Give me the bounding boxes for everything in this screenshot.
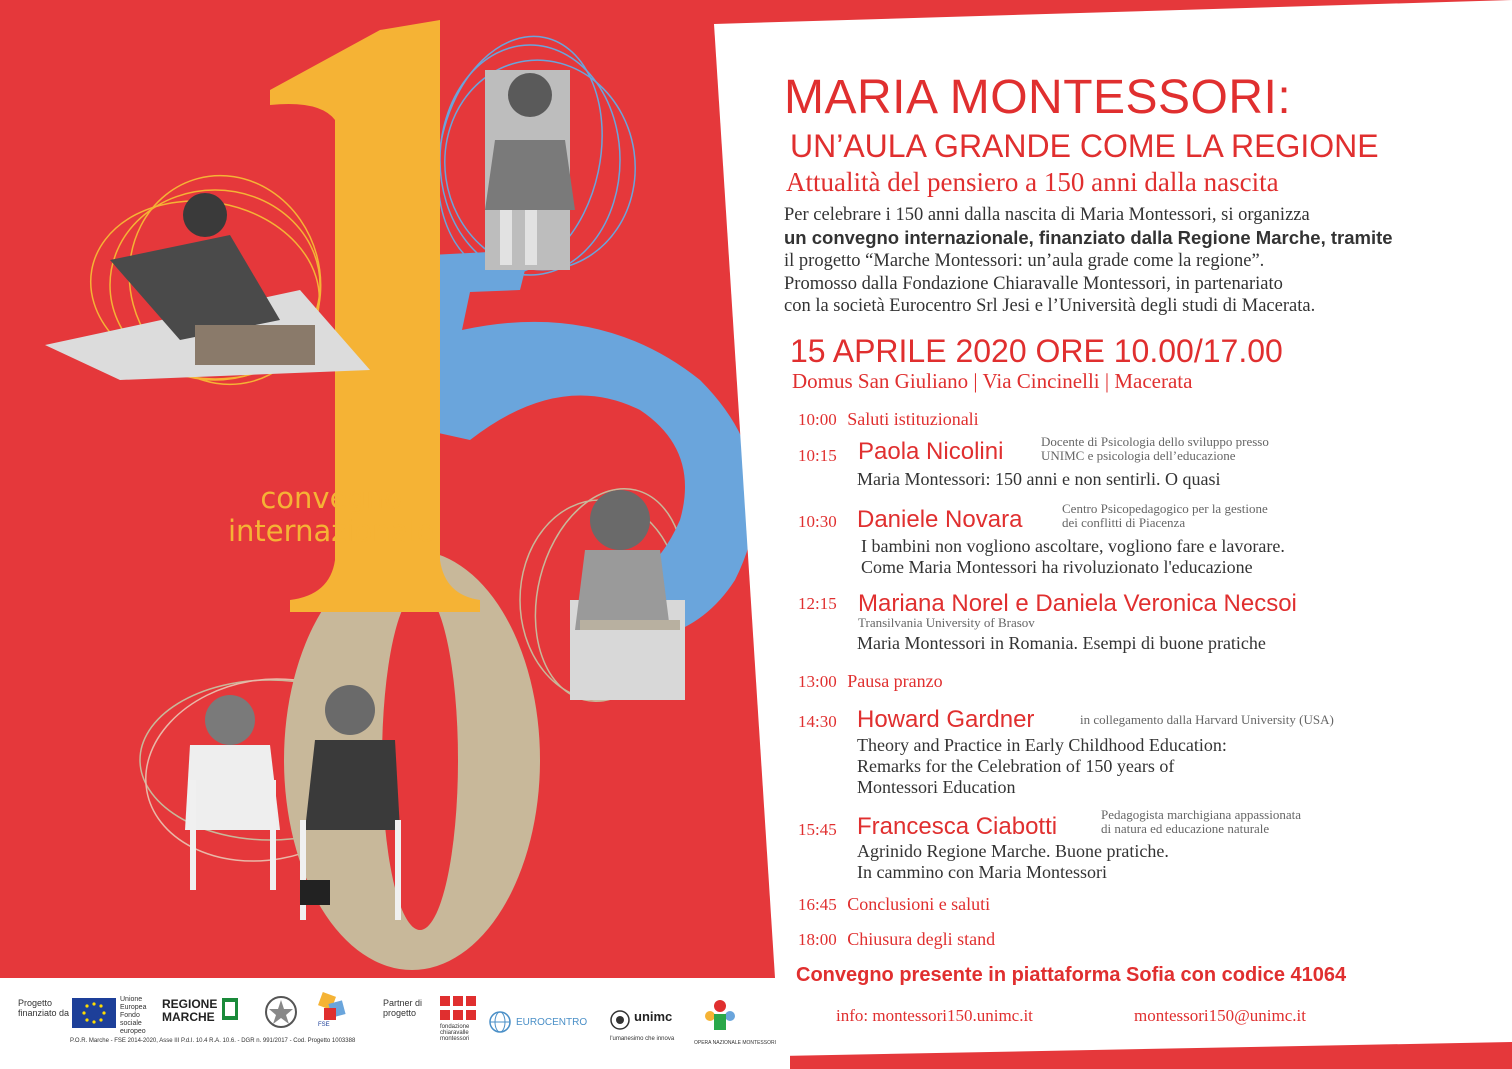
speaker-role: Transilvania University of Brasov bbox=[858, 615, 1035, 630]
role-line: di natura ed educazione naturale bbox=[1101, 821, 1270, 836]
unimc-sub: l'umanesimo che innova bbox=[610, 1036, 675, 1042]
eurocentro-label: EUROCENTRO bbox=[516, 1017, 588, 1028]
hidden-digits bbox=[0, 0, 2, 1]
item-time: 16:45 bbox=[798, 895, 837, 914]
unimc-seal-icon bbox=[610, 1010, 630, 1030]
eu-line: europeo bbox=[120, 1028, 146, 1035]
speaker-name: Paola Nicolini bbox=[858, 438, 1004, 465]
item-time: 15:45 bbox=[798, 820, 837, 839]
talk-title: Maria Montessori: 150 anni e non sentirli. O quasi bbox=[857, 469, 1221, 489]
intro-line: Per celebrare i 150 anni dalla nascita di Maria Montessori, si organizza bbox=[784, 205, 1310, 225]
italian-emblem-icon bbox=[265, 994, 297, 1030]
talk-title bbox=[857, 735, 1227, 798]
program-item bbox=[798, 929, 995, 950]
convegno-line1: convegno bbox=[260, 481, 402, 515]
page-subtitle: UN’AULA GRANDE COME LA REGIONE bbox=[790, 128, 1379, 164]
digit-0-text bbox=[2, 0, 3, 1]
eu-line: Europea bbox=[120, 1004, 147, 1011]
eurocentro-globe-icon bbox=[488, 1010, 512, 1034]
talk-line: Come Maria Montessori ha rivoluzionato l'educazione bbox=[861, 557, 1253, 577]
role-line: Docente di Psicologia dello sviluppo presso bbox=[1041, 434, 1269, 449]
convegno-line2: internazionale bbox=[228, 514, 435, 548]
eu-flag-icon bbox=[72, 998, 116, 1028]
regione-line: MARCHE bbox=[162, 1010, 215, 1024]
intro-line: il progetto “Marche Montessori: un’aula grade come la regione”. bbox=[784, 251, 1265, 271]
item-label: Conclusioni e saluti bbox=[847, 894, 991, 914]
talk-title bbox=[861, 536, 1285, 578]
speaker-role bbox=[1041, 435, 1269, 463]
regione-line: REGIONE bbox=[162, 997, 218, 1011]
funded-line: finanziato da bbox=[18, 1008, 70, 1018]
talk-line: Montessori Education bbox=[857, 777, 1016, 797]
speaker-name: Daniele Novara bbox=[857, 506, 1023, 533]
program-item bbox=[798, 894, 990, 915]
partner-line: progetto bbox=[383, 1008, 417, 1018]
page-title: MARIA MONTESSORI: bbox=[784, 71, 1292, 124]
talk-line: Remarks for the Celebration of 150 years of bbox=[857, 756, 1175, 776]
speaker-role: in collegamento dalla Harvard University (USA) bbox=[1080, 712, 1334, 727]
fondazione-line: chiaravalle bbox=[440, 1030, 469, 1036]
intro-line-bold: un convegno internazionale, finanziato dalla Regione Marche, tramite bbox=[784, 226, 1393, 248]
fondazione-line: montessori bbox=[440, 1036, 470, 1042]
speaker-name: Mariana Norel e Daniela Veronica Necsoi bbox=[858, 590, 1297, 617]
opera-label: OPERA NAZIONALE MONTESSORI bbox=[694, 1040, 776, 1046]
speaker-role bbox=[1101, 808, 1301, 836]
role-line: Centro Psicopedagogico per la gestione bbox=[1062, 501, 1268, 516]
eu-label bbox=[120, 996, 146, 1036]
talk-line: I bambini non vogliono ascoltare, vogliono fare e lavorare. bbox=[861, 536, 1285, 556]
website-link[interactable]: info: montessori150.unimc.it bbox=[836, 1006, 1033, 1025]
speaker-name: Howard Gardner bbox=[857, 706, 1035, 733]
eu-line: Unione bbox=[120, 996, 143, 1003]
talk-title: Maria Montessori in Romania. Esempi di buone pratiche bbox=[857, 633, 1266, 653]
fondazione-label bbox=[440, 1024, 469, 1042]
fondazione-logo-icon bbox=[440, 996, 476, 1022]
intro-line: con la società Eurocentro Srl Jesi e l’Università degli studi di Macerata. bbox=[784, 296, 1316, 316]
speaker-role bbox=[1062, 502, 1268, 530]
item-time: 18:00 bbox=[798, 930, 837, 949]
regione-marche-logo bbox=[162, 998, 217, 1024]
item-time: 14:30 bbox=[798, 712, 837, 731]
digit-1-text bbox=[0, 0, 1, 1]
event-place: Domus San Giuliano | Via Cincinelli | Macerata bbox=[792, 369, 1193, 393]
talk-line: In cammino con Maria Montessori bbox=[857, 862, 1107, 882]
partner-label bbox=[383, 998, 422, 1018]
regione-shield-icon bbox=[222, 998, 238, 1020]
funded-label bbox=[18, 998, 69, 1018]
sofia-note: Convegno presente in piattaforma Sofia con codice 41064 bbox=[796, 964, 1347, 986]
item-time: 12:15 bbox=[798, 594, 837, 613]
item-label: Chiusura degli stand bbox=[847, 929, 996, 949]
intro-line: Promosso dalla Fondazione Chiaravalle Montessori, in partenariato bbox=[784, 273, 1283, 294]
item-time: 10:30 bbox=[798, 512, 837, 531]
page-tagline: Attualità del pensiero a 150 anni dalla nascita bbox=[786, 167, 1279, 197]
role-line: dei conflitti di Piacenza bbox=[1062, 515, 1186, 530]
partner-line: Partner di bbox=[383, 998, 423, 1008]
program-item bbox=[798, 409, 979, 430]
eu-line: Fondo bbox=[120, 1012, 140, 1019]
item-time: 10:00 bbox=[798, 410, 837, 429]
unimc-label: unimc bbox=[634, 1009, 673, 1024]
item-time: 10:15 bbox=[798, 446, 837, 465]
item-time: 13:00 bbox=[798, 672, 837, 691]
opera-montessori-icon bbox=[700, 996, 740, 1036]
funded-line: Progetto bbox=[18, 998, 53, 1008]
eu-line: sociale bbox=[120, 1020, 142, 1027]
item-label: Saluti istituzionali bbox=[847, 409, 979, 429]
program-item bbox=[798, 671, 943, 692]
email-link[interactable]: montessori150@unimc.it bbox=[1134, 1006, 1306, 1025]
event-date: 15 APRILE 2020 ORE 10.00/17.00 bbox=[790, 333, 1283, 369]
footer-logos bbox=[0, 978, 790, 1069]
talk-line: Agrinido Regione Marche. Buone pratiche. bbox=[857, 841, 1169, 861]
speaker-name: Francesca Ciabotti bbox=[857, 813, 1058, 840]
por-note: P.O.R. Marche - FSE 2014-2020, Asse III P.d.I. 10.4 R.A. 10.6. - DGR n. 991/2017 - Cod. Progetto 1003388 bbox=[70, 1038, 356, 1044]
fse-label: FSE bbox=[318, 1022, 330, 1028]
fondazione-line: fondazione bbox=[440, 1024, 470, 1030]
talk-title bbox=[857, 841, 1169, 883]
role-line: UNIMC e psicologia dell’educazione bbox=[1041, 448, 1236, 463]
role-line: Pedagogista marchigiana appassionata bbox=[1101, 807, 1301, 822]
item-label: Pausa pranzo bbox=[847, 671, 943, 691]
intro-paragraph bbox=[784, 204, 1393, 318]
talk-line: Theory and Practice in Early Childhood Education: bbox=[857, 735, 1227, 755]
